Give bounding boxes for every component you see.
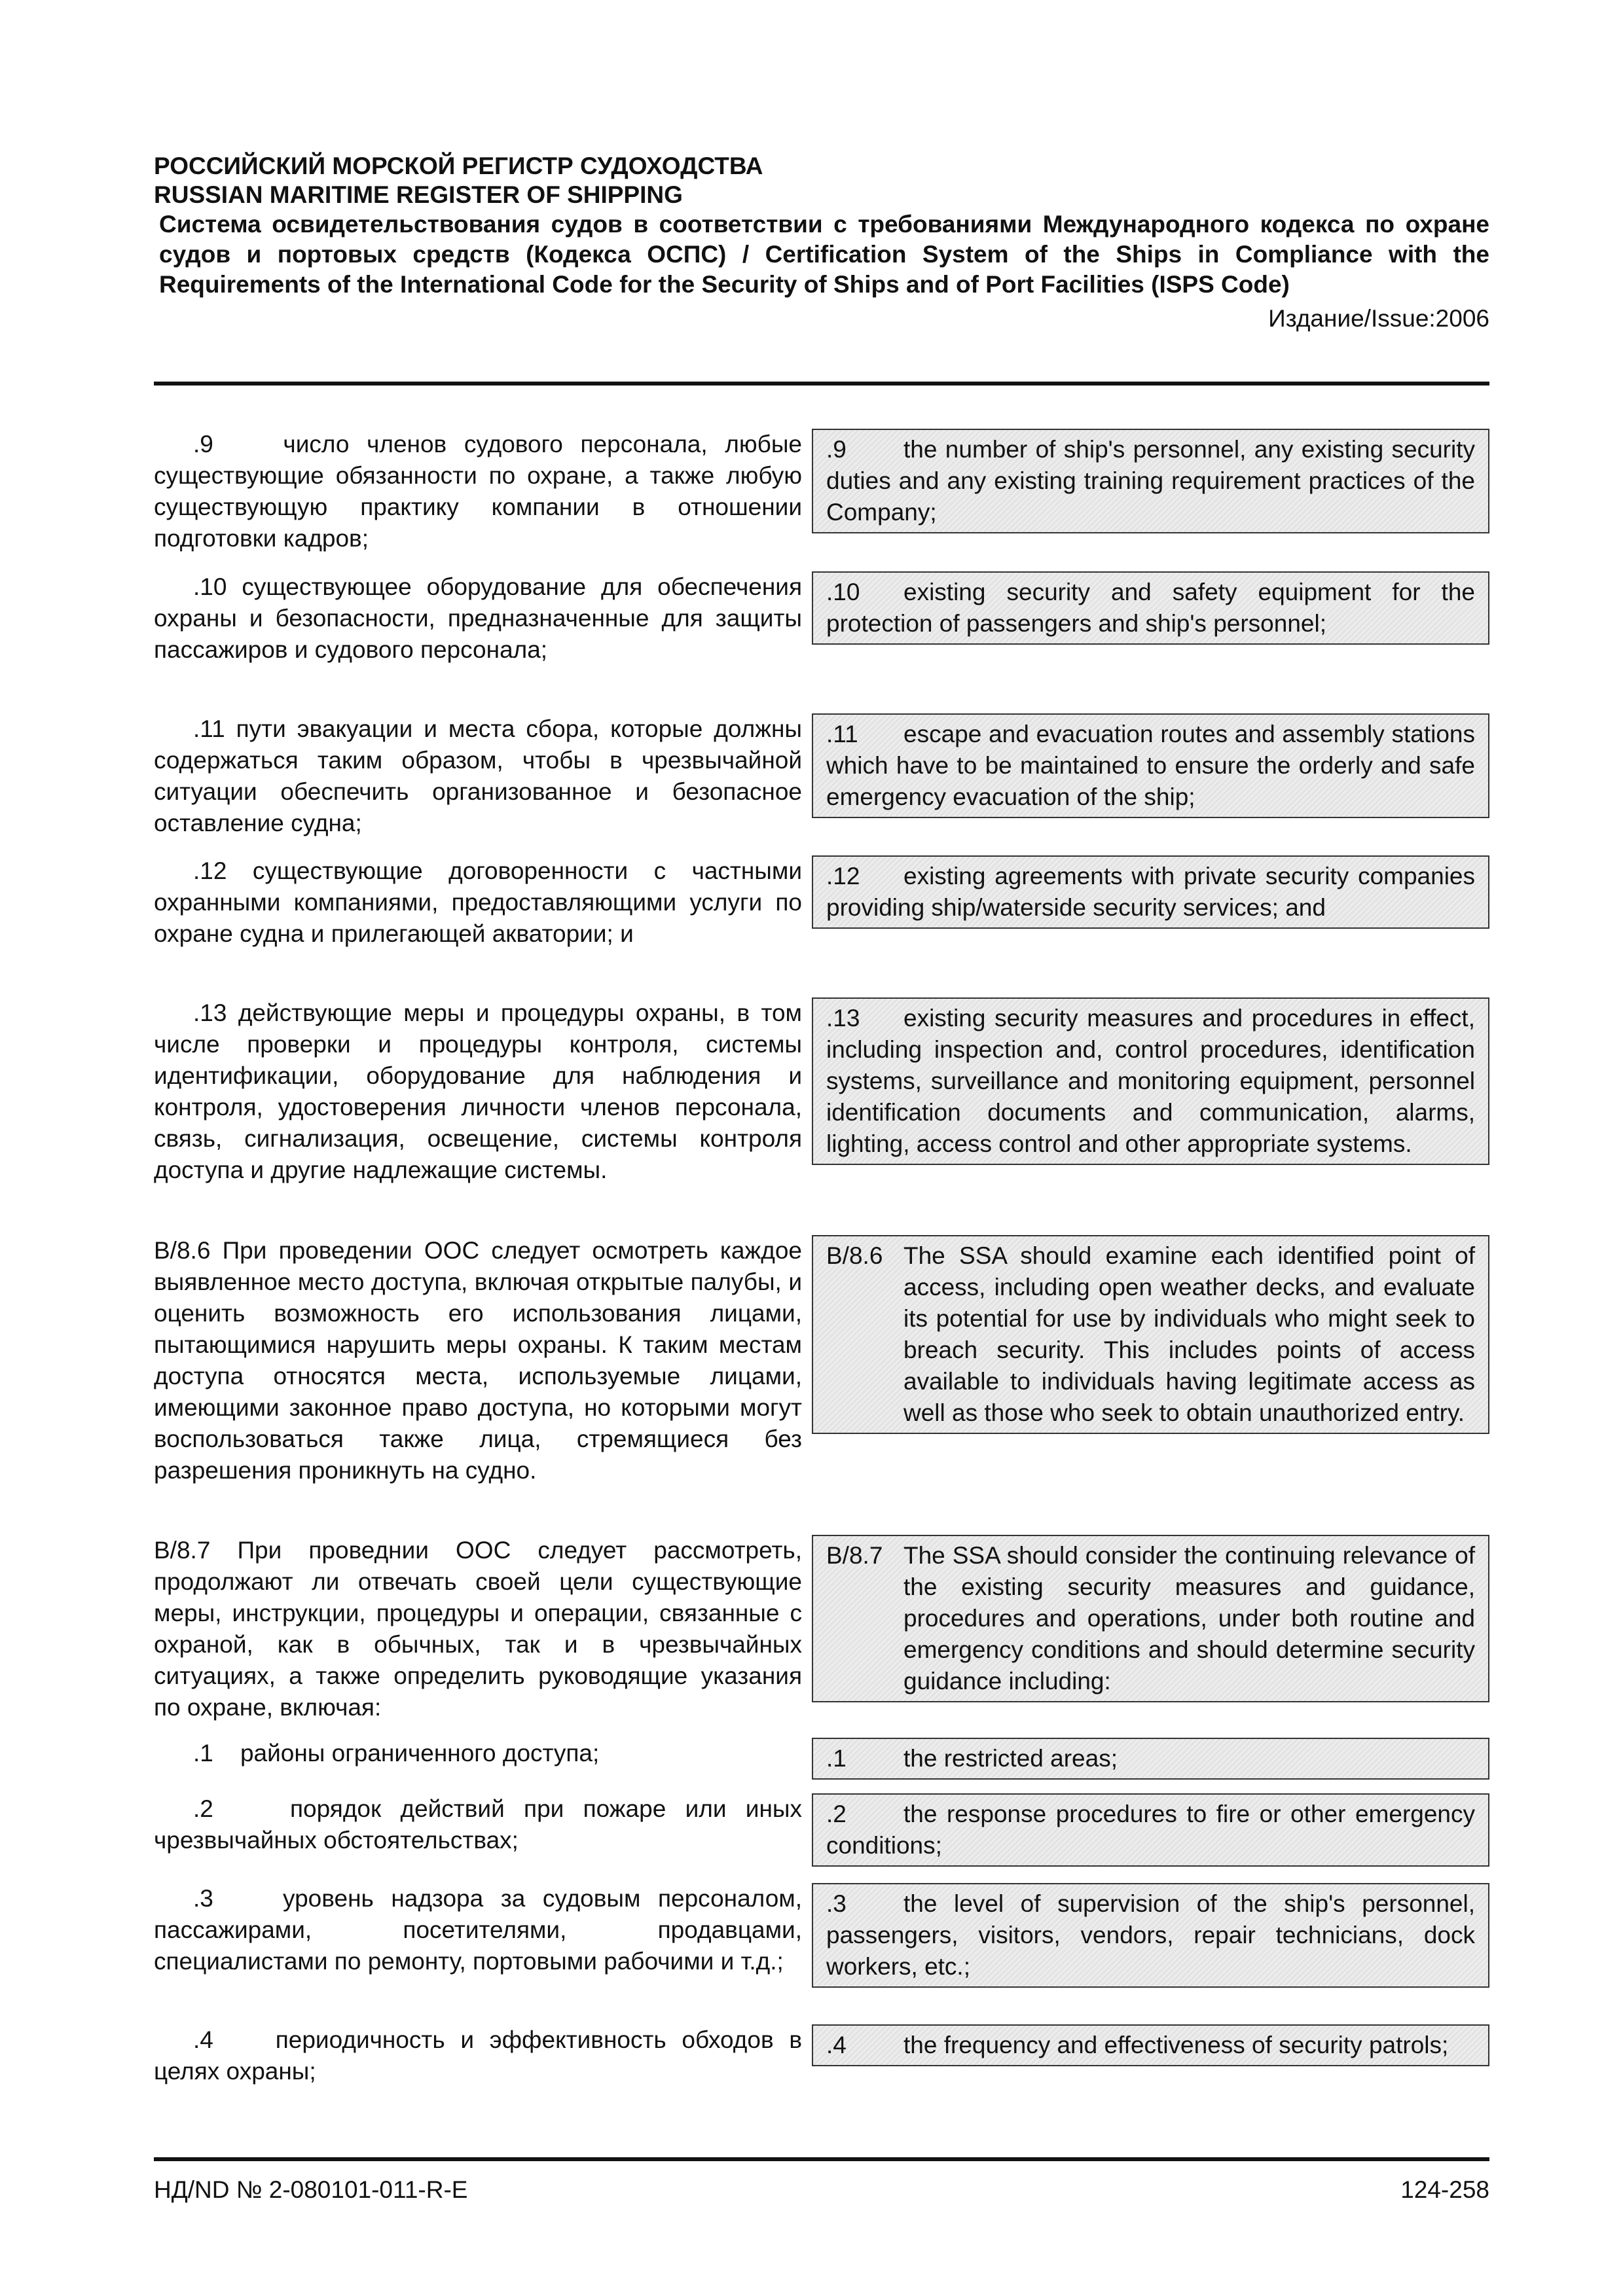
org-name-ru: РОССИЙСКИЙ МОРСКОЙ РЕГИСТР СУДОХОДСТВА	[154, 152, 763, 179]
en-paragraph	[812, 1738, 1489, 1780]
org-name-en: RUSSIAN MARITIME REGISTER OF SHIPPING	[154, 181, 683, 208]
page-number: 124-258	[1400, 2176, 1489, 2203]
ru-paragraph: .1 районы ограниченного доступа;	[193, 1740, 600, 1767]
en-item-number: B/8.6	[826, 1242, 883, 1269]
en-item-text: existing agreements with private security companies providing ship/waterside security services; and	[826, 863, 1475, 921]
ru-paragraph: .12 существующие договоренности с частными охранными компаниями, предоставляющими услуги по охране судна и прилегающей акватории; и	[154, 857, 809, 947]
en-paragraph	[812, 2024, 1489, 2066]
document-subtitle: Система освидетельствования судов в соответствии с требованиями Международного кодекса по охране судов и портовых средств (Кодекса ОСПС) / Certification System of the Ships in Compliance with the Requirements of the International Code for the Security of Ships and of Port Facilities (ISPS Code)	[159, 211, 1489, 298]
en-item-text: the response procedures to fire or other emergency conditions;	[826, 1801, 1475, 1859]
en-paragraph	[812, 997, 1489, 1165]
en-item-text: escape and evacuation routes and assembly stations which have to be maintained to ensure the orderly and safe emergency evacuation of the ship;	[826, 721, 1475, 810]
en-item-number: .10	[826, 579, 860, 605]
en-item-number: .2	[826, 1801, 847, 1827]
edition-label: Издание/Issue:2006	[1268, 305, 1489, 332]
en-item-number: .3	[826, 1890, 847, 1917]
ru-paragraph: В/8.6 При проведении ООС следует осмотреть каждое выявленное место доступа, включая открытые палубы, и оценить возможность его использования лицами, пытающимися нарушить меры охраны. К таким местам доступа относятся места, используемые лицами, имеющими законное право доступа, но которыми могут воспользоваться также лица, стремящиеся без разрешения проникнуть на судно.	[154, 1237, 802, 1484]
en-item-text: The SSA should consider the continuing relevance of the existing security measures and guidance, procedures and operations, under both routine and emergency conditions and should determine security guidance including:	[903, 1542, 1475, 1695]
en-item-text: the level of supervision of the ship's personnel, passengers, visitors, vendors, repair technicians, dock workers, etc.;	[826, 1890, 1475, 1980]
en-item-number: .9	[826, 436, 847, 463]
en-item-text: The SSA should examine each identified point of access, including open weather decks, and evaluate its potential for use by individuals who might seek to breach security. This includes points of access available to individuals having legitimate access as well as those who seek to obtain unauthorized entry.	[903, 1242, 1475, 1426]
footer-divider	[154, 2157, 1489, 2161]
en-item-text: the number of ship's personnel, any existing security duties and any existing training requirement practices of the Company;	[826, 436, 1475, 526]
en-item-number: .12	[826, 863, 860, 889]
ru-paragraph: .13 действующие меры и процедуры охраны, в том числе проверки и процедуры контроля, системы идентификации, оборудование для наблюдения и контроля, удостоверения личности членов персонала, связь, сигнализация, освещение, системы контроля доступа и другие надлежащие системы.	[154, 999, 809, 1183]
en-paragraph	[812, 1535, 1489, 1702]
en-item-text: the restricted areas;	[903, 1745, 1118, 1772]
en-item-text: existing security and safety equipment for the protection of passengers and ship's personnel;	[826, 579, 1475, 637]
ru-paragraph: .11 пути эвакуации и места сбора, которые должны содержаться таким образом, чтобы в чрезвычайной ситуации обеспечить организованное и безопасное оставление судна;	[154, 715, 809, 836]
en-paragraph	[812, 1793, 1489, 1867]
ru-paragraph: В/8.7 При проведнии ООС следует рассмотреть, продолжают ли отвечать своей цели существующие меры, инструкции, процедуры и операции, связанные с охраной, как в обычных, так и в чрезвычайных ситуациях, а также определить руководящие указания по охране, включая:	[154, 1537, 802, 1721]
en-item-number: B/8.7	[826, 1542, 883, 1569]
header-divider	[154, 382, 1489, 386]
en-item-text: the frequency and effectiveness of security patrols;	[903, 2032, 1449, 2058]
en-paragraph	[812, 855, 1489, 929]
en-paragraph	[812, 713, 1489, 818]
en-paragraph	[812, 1883, 1489, 1988]
en-item-number: .11	[826, 721, 858, 747]
document-number: НД/ND № 2-080101-011-R-E	[154, 2176, 468, 2203]
ru-paragraph: .2 порядок действий при пожаре или иных чрезвычайных обстоятельствах;	[154, 1795, 809, 1854]
en-item-text: existing security measures and procedures in effect, including inspection and, control procedures, identification systems, surveillance and monitoring equipment, personnel identification documents and communication, alarms, lighting, access control and other appropriate systems.	[826, 1005, 1475, 1157]
document-header	[154, 152, 1489, 334]
ru-paragraph: .4 периодичность и эффективность обходов в целях охраны;	[154, 2026, 809, 2085]
en-item-number: .13	[826, 1005, 860, 1031]
en-item-number: .4	[826, 2032, 847, 2058]
en-paragraph	[812, 1235, 1489, 1434]
en-paragraph	[812, 571, 1489, 645]
en-paragraph	[812, 429, 1489, 533]
ru-paragraph: .9 число членов судового персонала, любые существующие обязанности по охране, а также любую существующую практику компании в отношении подготовки кадров;	[154, 431, 809, 552]
ru-paragraph: .3 уровень надзора за судовым персоналом, пассажирами, посетителями, продавцами, специалистами по ремонту, портовыми рабочими и т.д.;	[154, 1885, 809, 1975]
ru-paragraph: .10 существующее оборудование для обеспечения охраны и безопасности, предназначенные для защиты пассажиров и судового персонала;	[154, 573, 809, 663]
en-item-number: .1	[826, 1745, 847, 1772]
